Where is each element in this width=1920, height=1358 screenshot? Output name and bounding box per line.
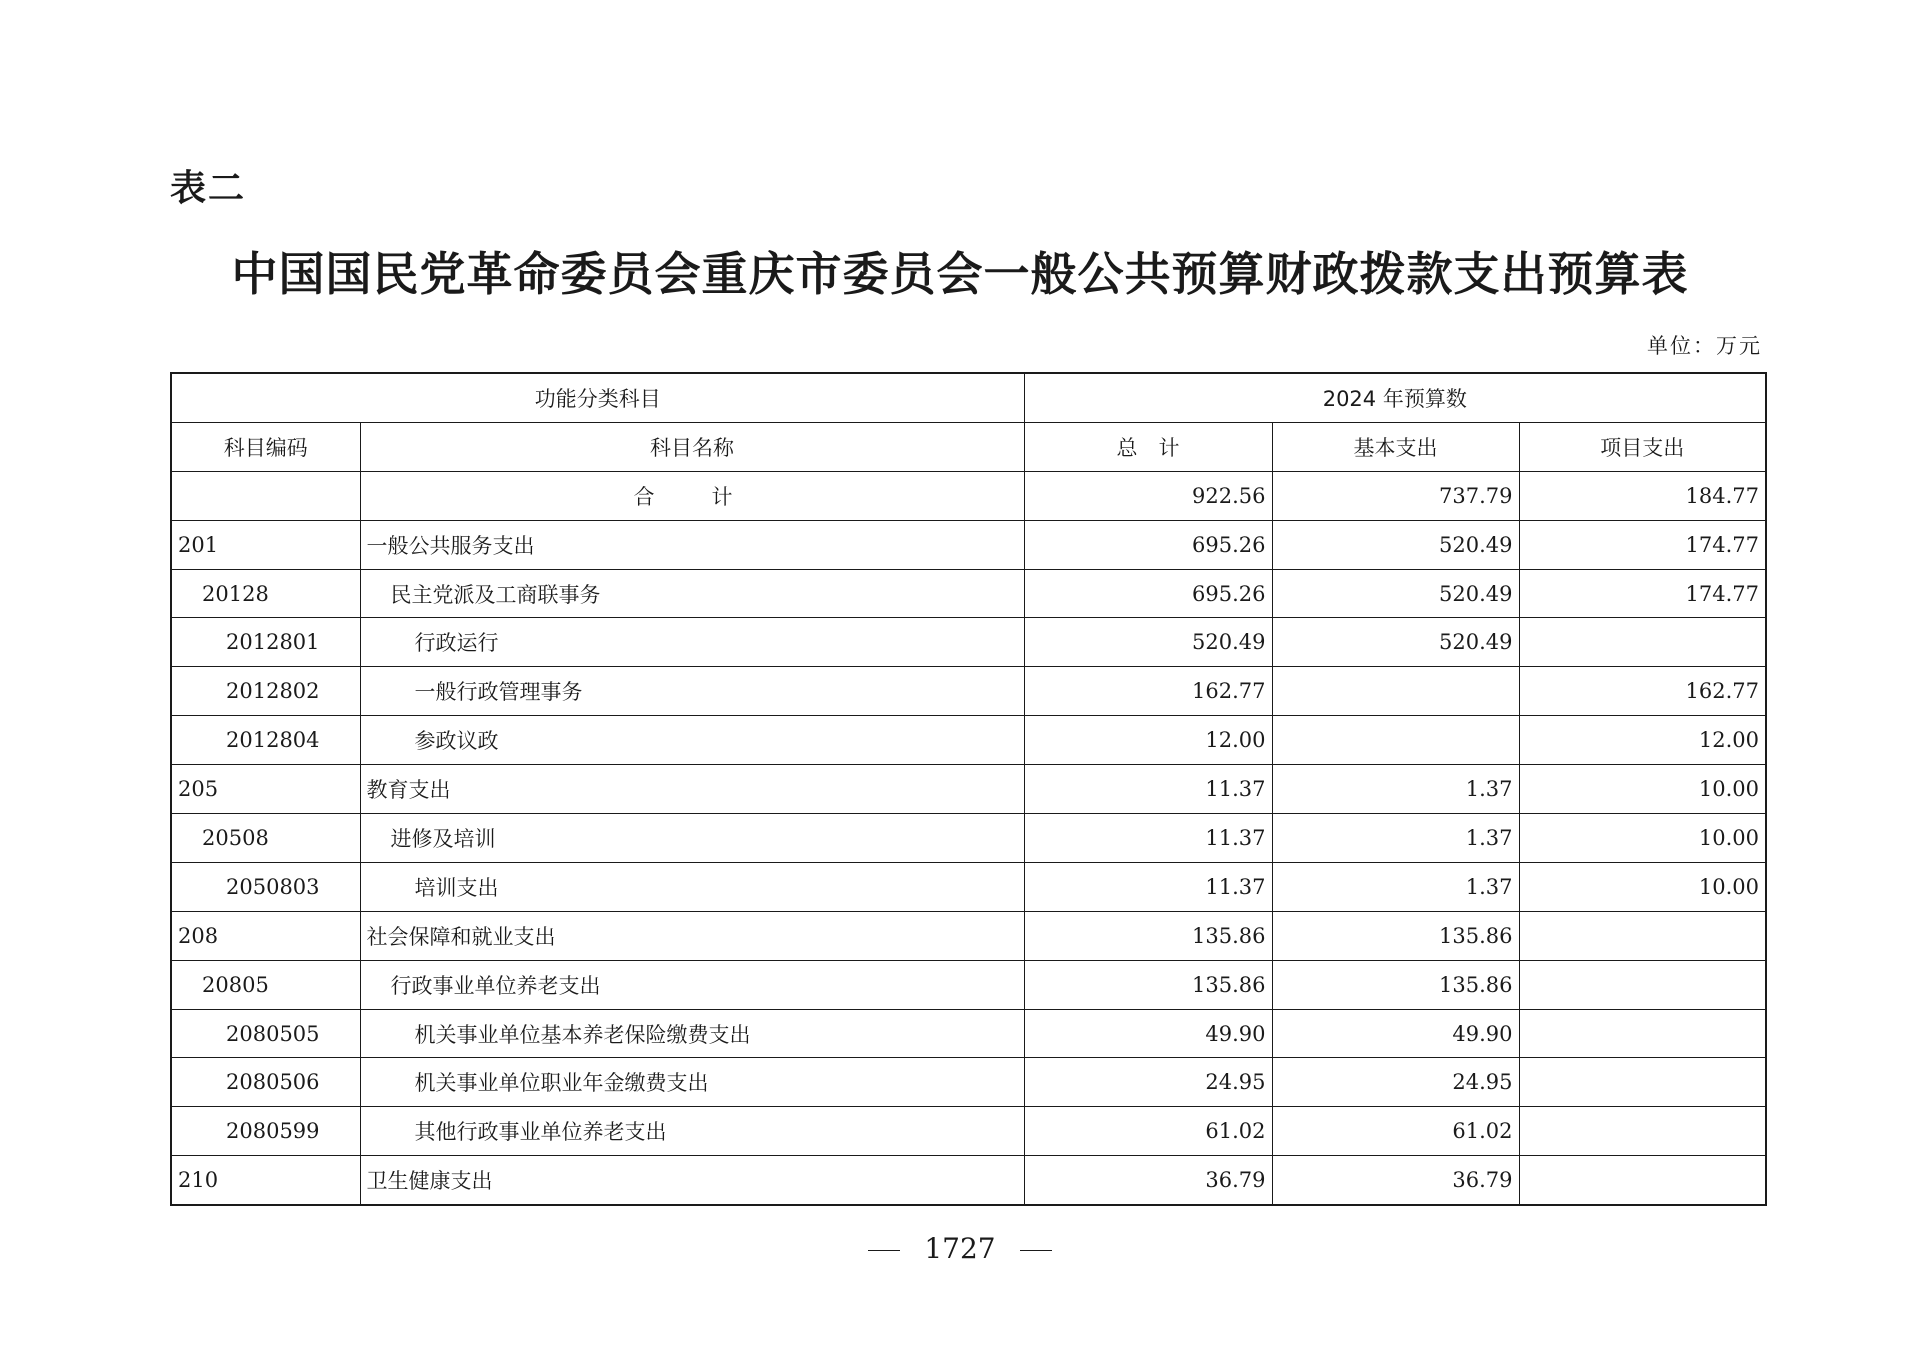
row-name: 行政运行 xyxy=(360,618,1024,667)
row-basic: 135.86 xyxy=(1272,960,1519,1009)
row-total: 61.02 xyxy=(1024,1107,1272,1156)
page-dash-left xyxy=(868,1250,900,1251)
row-code: 20805 xyxy=(171,960,360,1009)
row-total: 36.79 xyxy=(1024,1156,1272,1205)
row-project xyxy=(1519,911,1766,960)
row-name: 民主党派及工商联事务 xyxy=(360,569,1024,618)
table-row xyxy=(171,960,1766,1009)
header-budget-year: 2024 年预算数 xyxy=(1024,373,1766,422)
header-name: 科目名称 xyxy=(360,422,1024,471)
row-code: 210 xyxy=(171,1156,360,1205)
document-title: 中国国民党革命委员会重庆市委员会一般公共预算财政拨款支出预算表 xyxy=(231,247,1689,301)
header-basic: 基本支出 xyxy=(1272,422,1519,471)
row-project xyxy=(1519,618,1766,667)
row-basic xyxy=(1272,667,1519,716)
unit-label: 单位：万元 xyxy=(1647,334,1762,358)
total-total: 922.56 xyxy=(1024,471,1272,520)
row-name: 机关事业单位基本养老保险缴费支出 xyxy=(360,1009,1024,1058)
row-total: 11.37 xyxy=(1024,765,1272,814)
total-label: 合 计 xyxy=(360,471,1024,520)
row-project: 10.00 xyxy=(1519,814,1766,863)
table-row xyxy=(171,765,1766,814)
total-row xyxy=(171,471,1766,520)
table-row xyxy=(171,520,1766,569)
header-total: 总 计 xyxy=(1024,422,1272,471)
row-basic: 520.49 xyxy=(1272,520,1519,569)
page-number-text: 1727 xyxy=(924,1232,996,1265)
table-row xyxy=(171,1009,1766,1058)
total-basic: 737.79 xyxy=(1272,471,1519,520)
row-total: 520.49 xyxy=(1024,618,1272,667)
table-row xyxy=(171,569,1766,618)
row-name: 行政事业单位养老支出 xyxy=(360,960,1024,1009)
row-name: 卫生健康支出 xyxy=(360,1156,1024,1205)
row-project: 10.00 xyxy=(1519,862,1766,911)
row-total: 12.00 xyxy=(1024,716,1272,765)
row-name: 其他行政事业单位养老支出 xyxy=(360,1107,1024,1156)
row-code: 2080506 xyxy=(171,1058,360,1107)
row-total: 11.37 xyxy=(1024,862,1272,911)
table-row xyxy=(171,716,1766,765)
row-project: 10.00 xyxy=(1519,765,1766,814)
table-row xyxy=(171,814,1766,863)
total-code-cell xyxy=(171,471,360,520)
row-project xyxy=(1519,960,1766,1009)
row-code: 205 xyxy=(171,765,360,814)
row-name: 一般公共服务支出 xyxy=(360,520,1024,569)
row-project: 12.00 xyxy=(1519,716,1766,765)
row-code: 208 xyxy=(171,911,360,960)
header-group-row xyxy=(171,373,1766,422)
table-label: 表二 xyxy=(170,168,247,209)
row-name: 培训支出 xyxy=(360,862,1024,911)
row-total: 162.77 xyxy=(1024,667,1272,716)
header-code: 科目编码 xyxy=(171,422,360,471)
row-name: 进修及培训 xyxy=(360,814,1024,863)
row-name: 社会保障和就业支出 xyxy=(360,911,1024,960)
row-basic: 24.95 xyxy=(1272,1058,1519,1107)
row-code: 2012802 xyxy=(171,667,360,716)
row-basic: 61.02 xyxy=(1272,1107,1519,1156)
row-total: 695.26 xyxy=(1024,520,1272,569)
header-project: 项目支出 xyxy=(1519,422,1766,471)
row-total: 24.95 xyxy=(1024,1058,1272,1107)
row-code: 2012801 xyxy=(171,618,360,667)
row-total: 135.86 xyxy=(1024,960,1272,1009)
row-code: 201 xyxy=(171,520,360,569)
row-basic: 49.90 xyxy=(1272,1009,1519,1058)
row-name: 一般行政管理事务 xyxy=(360,667,1024,716)
row-basic: 1.37 xyxy=(1272,862,1519,911)
row-code: 2080505 xyxy=(171,1009,360,1058)
table-row xyxy=(171,862,1766,911)
table-row xyxy=(171,1156,1766,1205)
row-basic: 520.49 xyxy=(1272,569,1519,618)
row-name: 教育支出 xyxy=(360,765,1024,814)
row-basic: 1.37 xyxy=(1272,765,1519,814)
page-dash-right xyxy=(1020,1250,1052,1251)
table-row xyxy=(171,1107,1766,1156)
table-row xyxy=(171,911,1766,960)
row-project: 174.77 xyxy=(1519,520,1766,569)
row-code: 2050803 xyxy=(171,862,360,911)
header-column-row xyxy=(171,422,1766,471)
row-project xyxy=(1519,1009,1766,1058)
table-row xyxy=(171,618,1766,667)
budget-table xyxy=(170,372,1767,1206)
row-project xyxy=(1519,1107,1766,1156)
row-basic: 135.86 xyxy=(1272,911,1519,960)
row-project xyxy=(1519,1156,1766,1205)
row-name: 机关事业单位职业年金缴费支出 xyxy=(360,1058,1024,1107)
row-basic: 36.79 xyxy=(1272,1156,1519,1205)
row-code: 20508 xyxy=(171,814,360,863)
row-basic: 1.37 xyxy=(1272,814,1519,863)
row-code: 2080599 xyxy=(171,1107,360,1156)
row-total: 695.26 xyxy=(1024,569,1272,618)
table-row xyxy=(171,667,1766,716)
row-basic: 520.49 xyxy=(1272,618,1519,667)
header-function-category: 功能分类科目 xyxy=(171,373,1024,422)
row-total: 135.86 xyxy=(1024,911,1272,960)
row-code: 20128 xyxy=(171,569,360,618)
row-basic xyxy=(1272,716,1519,765)
row-name: 参政议政 xyxy=(360,716,1024,765)
row-code: 2012804 xyxy=(171,716,360,765)
row-project: 174.77 xyxy=(1519,569,1766,618)
page-number xyxy=(0,1232,1920,1265)
row-total: 49.90 xyxy=(1024,1009,1272,1058)
row-project xyxy=(1519,1058,1766,1107)
row-total: 11.37 xyxy=(1024,814,1272,863)
row-project: 162.77 xyxy=(1519,667,1766,716)
table-row xyxy=(171,1058,1766,1107)
total-project: 184.77 xyxy=(1519,471,1766,520)
